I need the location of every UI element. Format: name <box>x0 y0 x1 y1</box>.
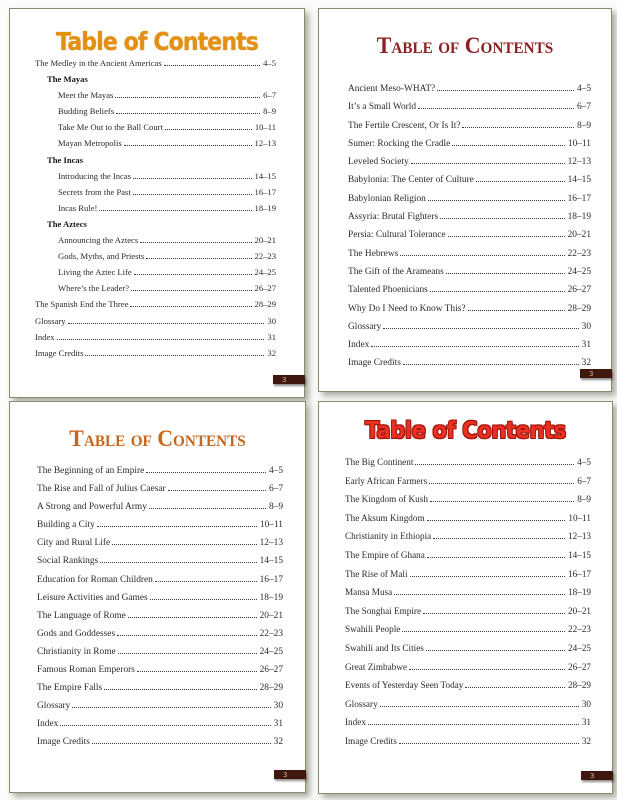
entry-page-range: 6–7 <box>268 484 283 495</box>
toc-entry <box>37 607 283 625</box>
dot-leader <box>394 594 565 595</box>
dot-leader <box>380 706 579 707</box>
toc-entry <box>345 676 591 695</box>
dot-leader <box>403 364 579 365</box>
toc-entry <box>348 117 591 135</box>
entry-label: Image Credits <box>35 347 84 358</box>
entry-label: Glossary <box>35 315 66 326</box>
entry-page-range: 14–15 <box>259 556 283 567</box>
page-number-badge <box>274 770 306 779</box>
entry-page-range: 14–15 <box>567 175 591 186</box>
toc-entry <box>35 280 276 296</box>
dot-leader <box>155 581 257 582</box>
entry-label: The Medley in the Ancient Americas <box>35 58 162 68</box>
entry-page-range: 12–13 <box>567 157 591 168</box>
entry-page-range: 8–9 <box>576 120 591 131</box>
dot-leader <box>409 669 565 670</box>
dot-leader <box>423 613 565 614</box>
entry-label: Incas Rule! <box>58 202 98 213</box>
dot-leader <box>429 483 574 484</box>
entry-label: Secrets from the Past <box>58 186 131 197</box>
toc-entry <box>35 264 276 280</box>
dot-leader <box>440 218 564 219</box>
entry-page-range: 22–23 <box>254 251 276 262</box>
toc-entry <box>35 119 276 135</box>
toc-entry <box>348 190 591 208</box>
entry-page-range: 20–21 <box>568 605 591 616</box>
toc-entry <box>348 80 591 98</box>
entry-page-range: 31 <box>273 719 283 730</box>
toc-entry <box>348 208 591 226</box>
toc-entry <box>35 313 276 329</box>
entry-page-range: 22–23 <box>568 624 591 635</box>
toc-entry-list <box>345 453 591 751</box>
dot-leader <box>368 724 579 725</box>
page-number: 3 <box>589 369 594 378</box>
toc-entry <box>345 713 591 732</box>
toc-entry <box>35 168 276 184</box>
page-number: 3 <box>590 771 595 780</box>
entry-page-range: 6–7 <box>576 102 591 113</box>
entry-label: The Beginning of an Empire <box>37 466 145 476</box>
toc-entry <box>345 583 591 602</box>
entry-label: Early African Farmers <box>345 475 428 486</box>
dot-leader <box>146 258 251 259</box>
dot-leader <box>448 236 565 237</box>
entry-page-range: 22–23 <box>259 628 283 639</box>
toc-entry <box>345 732 591 751</box>
toc-section-heading <box>35 71 276 87</box>
dot-leader <box>402 631 565 632</box>
entry-label: Mansa Musa <box>345 587 393 598</box>
entry-page-range: 24–25 <box>254 267 276 278</box>
toc-entry <box>35 345 276 361</box>
dot-leader <box>118 653 257 654</box>
dot-leader <box>60 725 270 726</box>
entry-page-range: 12–13 <box>259 538 283 549</box>
page-number-badge <box>580 369 612 378</box>
toc-entry <box>35 184 276 200</box>
entry-page-range: 16–17 <box>254 186 276 197</box>
dot-leader <box>97 526 257 527</box>
page-title: Table of Contents <box>376 33 554 58</box>
toc-entry-list <box>35 55 276 361</box>
dot-leader <box>418 108 574 109</box>
entry-label: Social Rankings <box>37 556 99 567</box>
dot-leader <box>400 255 564 256</box>
toc-entry <box>37 625 283 643</box>
entry-page-range: 31 <box>267 331 276 342</box>
entry-page-range: 10–11 <box>254 122 276 133</box>
entry-page-range: 18–19 <box>568 587 591 598</box>
entry-label: Index <box>345 717 366 728</box>
entry-label: The Spanish End the Three <box>35 299 129 310</box>
entry-label: Why Do I Need to Know This? <box>348 303 466 314</box>
entry-label: Ancient Meso-WHAT? <box>348 84 436 94</box>
entry-page-range: 26–27 <box>567 285 591 296</box>
toc-entry <box>35 296 276 312</box>
entry-page-range: 28–29 <box>254 299 276 310</box>
toc-entry <box>345 527 591 546</box>
entry-page-range: 8–9 <box>263 106 276 117</box>
dot-leader <box>150 599 257 600</box>
entry-page-range: 8–9 <box>268 502 283 513</box>
toc-entry <box>37 679 283 697</box>
dot-leader <box>57 339 265 340</box>
entry-label: Mayan Metropolis <box>58 138 122 149</box>
page-title: Table of Contents <box>365 418 566 444</box>
entry-page-range: 22–23 <box>567 248 591 259</box>
toc-entry <box>348 226 591 244</box>
entry-page-range: 28–29 <box>259 683 283 694</box>
toc-section-heading <box>35 216 276 232</box>
dot-leader <box>124 145 252 146</box>
entry-label: Glossary <box>37 701 71 712</box>
entry-page-range: 30 <box>581 698 591 709</box>
toc-entry <box>348 336 591 354</box>
entry-page-range: 8–9 <box>577 494 591 505</box>
toc-entry <box>37 661 283 679</box>
entry-label: Budding Beliefs <box>58 106 115 117</box>
entry-page-range: 10–11 <box>567 138 591 149</box>
entry-page-range: 14–15 <box>568 549 591 560</box>
entry-label: Index <box>348 340 370 351</box>
dot-leader <box>371 346 578 347</box>
entry-label: Living the Aztec Life <box>58 267 132 278</box>
toc-entry <box>345 620 591 639</box>
entry-page-range: 31 <box>581 717 591 728</box>
entry-page-range: 6–7 <box>263 90 276 101</box>
toc-entry <box>348 354 591 372</box>
entry-label: Where’s the Leader? <box>58 283 130 294</box>
dot-leader <box>146 472 266 473</box>
toc-entry <box>348 300 591 318</box>
toc-entry <box>37 534 283 552</box>
dot-leader <box>117 635 256 636</box>
dot-leader <box>104 689 256 690</box>
toc-entry <box>348 318 591 336</box>
dot-leader <box>133 178 251 179</box>
toc-entry <box>345 658 591 677</box>
dot-leader <box>137 671 257 672</box>
entry-page-range: 12–13 <box>254 138 276 149</box>
dot-leader <box>140 242 251 243</box>
dot-leader <box>116 113 260 114</box>
toc-entry <box>348 135 591 153</box>
dot-leader <box>149 508 266 509</box>
entry-page-range: 26–27 <box>259 665 283 676</box>
toc-entry <box>37 589 283 607</box>
entry-label: The Empire of Ghana <box>345 549 425 560</box>
toc-entry <box>37 552 283 570</box>
dot-leader <box>437 90 574 91</box>
entry-label: Image Credits <box>345 735 397 746</box>
toc-entry <box>345 695 591 714</box>
entry-label: Building a City <box>37 520 95 531</box>
entry-page-range: 4–5 <box>577 457 591 467</box>
entry-label: Image Credits <box>348 358 401 369</box>
toc-entry <box>37 462 283 480</box>
toc-entry <box>35 87 276 103</box>
entry-label: Leisure Activities and Games <box>37 592 148 603</box>
toc-entry <box>345 472 591 491</box>
entry-page-range: 20–21 <box>567 230 591 241</box>
entry-page-range: 16–17 <box>567 193 591 204</box>
dot-leader <box>134 274 252 275</box>
entry-label: Christianity in Ethiopia <box>345 531 432 542</box>
dot-leader <box>465 687 565 688</box>
dot-leader <box>100 562 256 563</box>
entry-label: Talented Phoenicians <box>348 285 428 296</box>
entry-label: The Gift of the Arameans <box>348 266 444 277</box>
entry-label: The Kingdom of Kush <box>345 494 428 505</box>
entry-page-range: 4–5 <box>576 84 591 94</box>
entry-page-range: 18–19 <box>567 212 591 223</box>
entry-label: Introducing the Incas <box>58 170 132 181</box>
dot-leader <box>112 544 256 545</box>
entry-label: Leveled Society <box>348 157 409 168</box>
dot-leader <box>428 200 565 201</box>
dot-leader <box>115 97 260 98</box>
dot-leader <box>383 328 578 329</box>
entry-label: Swahili and Its Cities <box>345 642 424 653</box>
toc-page-ancient-africa <box>318 401 613 794</box>
toc-entry <box>345 453 591 472</box>
toc-entry <box>35 135 276 151</box>
toc-entry <box>37 571 283 589</box>
toc-entry <box>345 639 591 658</box>
entry-page-range: 4–5 <box>268 466 283 476</box>
dot-leader <box>415 464 574 465</box>
entry-label: The Songhai Empire <box>345 605 422 616</box>
dot-leader <box>164 65 260 66</box>
entry-page-range: 32 <box>581 735 591 746</box>
toc-entry <box>35 103 276 119</box>
toc-entry <box>37 516 283 534</box>
entry-label: The Empire Falls <box>37 683 103 694</box>
dot-leader <box>92 743 271 744</box>
page-title: Table of Contents <box>69 426 246 451</box>
toc-entry <box>37 715 283 733</box>
page-number: 3 <box>283 770 288 779</box>
entry-label: Glossary <box>348 321 382 332</box>
entry-page-range: 18–19 <box>254 202 276 213</box>
toc-entry <box>35 329 276 345</box>
entry-label: Gods, Myths, and Priests <box>58 251 145 262</box>
toc-entry <box>345 509 591 528</box>
entry-label: Events of Yesterday Seen Today <box>345 680 464 691</box>
dot-leader <box>99 210 251 211</box>
entry-page-range: 10–11 <box>259 520 283 531</box>
dot-leader <box>446 273 565 274</box>
entry-page-range: 6–7 <box>577 475 591 486</box>
entry-label: Announcing the Aztecs <box>58 235 139 246</box>
dot-leader <box>427 520 566 521</box>
entry-label: Image Credits <box>37 737 90 748</box>
toc-entry <box>345 602 591 621</box>
entry-label: Take Me Out to the Ball Court <box>58 122 163 133</box>
entry-label: Famous Roman Emperors <box>37 665 135 676</box>
entry-label: Sumer: Rocking the Cradle <box>348 138 451 149</box>
entry-page-range: 32 <box>581 358 591 369</box>
toc-entry <box>35 55 276 71</box>
entry-page-range: 12–13 <box>568 531 591 542</box>
toc-entry <box>37 697 283 715</box>
toc-entry <box>345 546 591 565</box>
entry-page-range: 26–27 <box>568 661 591 672</box>
entry-label: Meet the Mayas <box>58 90 114 101</box>
page-number-badge <box>581 771 613 780</box>
entry-label: Gods and Goddesses <box>37 628 116 639</box>
page-number-badge <box>273 375 305 384</box>
entry-label: Glossary <box>345 698 378 709</box>
toc-page-mesopotamia <box>318 8 612 392</box>
entry-label: The Rise of Mali <box>345 568 408 579</box>
entry-label: The Rise and Fall of Julius Caesar <box>37 484 166 495</box>
entry-label: Education for Roman Children <box>37 574 153 585</box>
entry-page-range: 24–25 <box>568 642 591 653</box>
entry-page-range: 30 <box>267 315 276 326</box>
entry-label: Swahili People <box>345 624 401 635</box>
dot-leader <box>430 291 565 292</box>
toc-entry <box>345 565 591 584</box>
entry-page-range: 32 <box>273 737 283 748</box>
toc-entry <box>37 498 283 516</box>
entry-label: The Incas <box>47 154 84 165</box>
toc-entry <box>348 98 591 116</box>
entry-label: Great Zimbabwe <box>345 661 407 672</box>
toc-section-heading <box>35 152 276 168</box>
entry-label: The Aksum Kingdom <box>345 512 425 523</box>
entry-label: Christianity in Rome <box>37 646 116 657</box>
toc-entry <box>35 248 276 264</box>
entry-label: The Aztecs <box>47 218 87 229</box>
entry-label: Index <box>35 331 55 342</box>
toc-entry <box>345 490 591 509</box>
dot-leader <box>399 743 579 744</box>
entry-page-range: 32 <box>267 347 276 358</box>
entry-label: Index <box>37 719 59 730</box>
dot-leader <box>130 306 251 307</box>
toc-page-ancient-americas <box>9 8 305 398</box>
dot-leader <box>452 145 565 146</box>
toc-entry <box>37 733 283 751</box>
entry-label: Assyria: Brutal Fighters <box>348 212 439 223</box>
dot-leader <box>476 181 565 182</box>
toc-entry <box>35 200 276 216</box>
entry-label: Babylonia: The Center of Culture <box>348 175 474 186</box>
toc-entry-list <box>348 80 591 373</box>
dot-leader <box>430 501 574 502</box>
entry-page-range: 16–17 <box>259 574 283 585</box>
entry-label: The Big Continent <box>345 457 414 467</box>
dot-leader <box>433 538 565 539</box>
dot-leader <box>165 129 252 130</box>
dot-leader <box>85 355 264 356</box>
toc-entry <box>37 480 283 498</box>
dot-leader <box>68 323 265 324</box>
toc-entry <box>348 171 591 189</box>
dot-leader <box>411 163 565 164</box>
page-number: 3 <box>282 375 287 384</box>
dot-leader <box>427 557 565 558</box>
dot-leader <box>128 617 257 618</box>
entry-page-range: 4–5 <box>263 58 276 68</box>
entry-page-range: 30 <box>273 701 283 712</box>
toc-entry <box>348 245 591 263</box>
toc-entry <box>348 281 591 299</box>
entry-page-range: 30 <box>581 321 591 332</box>
entry-label: Persia: Cultural Tolerance <box>348 230 446 241</box>
dot-leader <box>72 707 270 708</box>
entry-label: The Hebrews <box>348 248 399 259</box>
dot-leader <box>133 194 252 195</box>
entry-page-range: 24–25 <box>259 646 283 657</box>
entry-label: City and Rural Life <box>37 538 111 549</box>
entry-page-range: 26–27 <box>254 283 276 294</box>
entry-page-range: 20–21 <box>259 610 283 621</box>
entry-page-range: 28–29 <box>567 303 591 314</box>
entry-page-range: 28–29 <box>568 680 591 691</box>
entry-page-range: 20–21 <box>254 235 276 246</box>
dot-leader <box>410 576 566 577</box>
entry-page-range: 24–25 <box>567 266 591 277</box>
page-title: Table of Contents <box>56 27 258 56</box>
entry-page-range: 18–19 <box>259 592 283 603</box>
entry-label: A Strong and Powerful Army <box>37 502 147 513</box>
toc-entry <box>37 643 283 661</box>
toc-page-ancient-rome <box>9 401 306 793</box>
entry-page-range: 10–11 <box>568 512 591 523</box>
entry-label: The Fertile Crescent, Or Is It? <box>348 120 461 131</box>
entry-label: It’s a Small World <box>348 102 417 113</box>
entry-page-range: 16–17 <box>568 568 591 579</box>
entry-label: The Mayas <box>47 74 88 85</box>
dot-leader <box>462 127 573 128</box>
entry-label: Babylonian Religion <box>348 193 426 204</box>
dot-leader <box>168 490 266 491</box>
dot-leader <box>131 290 251 291</box>
toc-entry <box>348 153 591 171</box>
entry-page-range: 31 <box>581 340 591 351</box>
dot-leader <box>468 310 565 311</box>
dot-leader <box>426 650 565 651</box>
entry-label: The Language of Rome <box>37 610 126 621</box>
entry-page-range: 14–15 <box>254 170 276 181</box>
toc-entry <box>348 263 591 281</box>
toc-entry <box>35 232 276 248</box>
toc-entry-list <box>37 462 283 752</box>
